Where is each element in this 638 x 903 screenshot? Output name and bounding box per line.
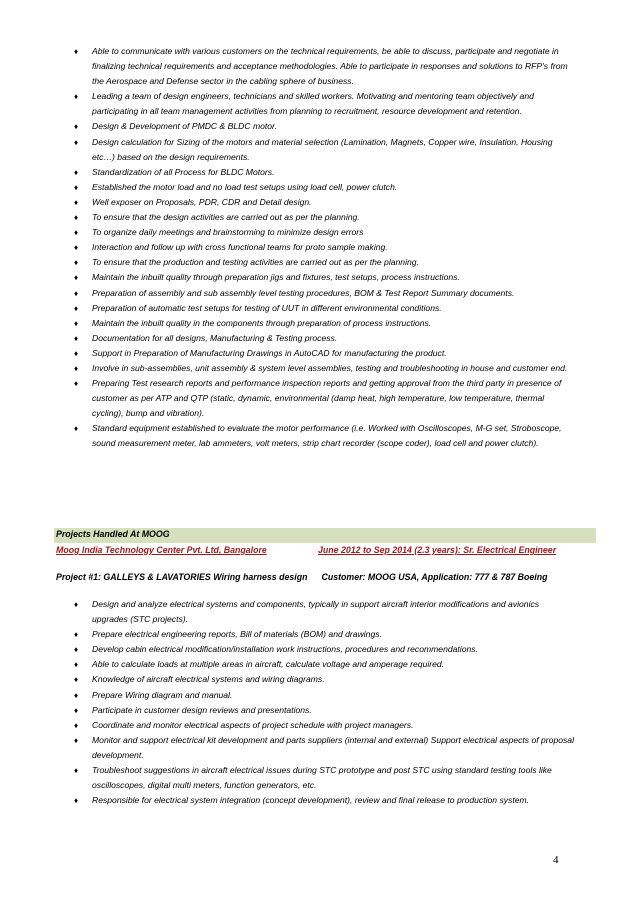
diamond-bullet-icon: ♦ bbox=[74, 197, 79, 207]
projects-header-text: Projects Handled At MOOG bbox=[56, 529, 170, 539]
bullet-text: Standardization of all Process for BLDC Motors. bbox=[92, 166, 275, 177]
bullet-item bbox=[0, 627, 638, 642]
diamond-bullet-icon: ♦ bbox=[74, 630, 79, 640]
bullet-text: Documentation for all designs, Manufacturing & Testing process. bbox=[92, 332, 338, 343]
bullet-item bbox=[0, 44, 638, 89]
bullet-item bbox=[0, 597, 638, 627]
bullet-text: Participate in customer design reviews and presentations. bbox=[92, 704, 312, 715]
diamond-bullet-icon: ♦ bbox=[74, 600, 79, 609]
bullet-item bbox=[0, 346, 638, 361]
bullet-item bbox=[0, 210, 638, 225]
bullet-item bbox=[0, 270, 638, 285]
diamond-bullet-icon: ♦ bbox=[74, 379, 79, 389]
diamond-bullet-icon: ♦ bbox=[74, 348, 79, 358]
diamond-bullet-icon: ♦ bbox=[74, 228, 79, 238]
diamond-bullet-icon: ♦ bbox=[74, 424, 79, 434]
diamond-bullet-icon: ♦ bbox=[74, 243, 79, 253]
bullet-text: Troubleshoot suggestions in aircraft electrical issues during STC prototype and post STC using standard testing tools like oscilloscopes, digital multi meters, function generators, etc. bbox=[92, 765, 552, 791]
bullet-text: Able to communicate with various customers on the technical requirements, be able to discuss, participate and negotiate in finalizing technical requirements and acceptance methodologies. Able to participate in responses and solutions to RFP's from the Aerospace and Defense sector in the cabling sphere of business. bbox=[92, 46, 568, 87]
bullet-item bbox=[0, 657, 638, 672]
diamond-bullet-icon: ♦ bbox=[74, 363, 79, 373]
diamond-bullet-icon: ♦ bbox=[74, 645, 79, 655]
bullet-item bbox=[0, 331, 638, 346]
bullet-text: To ensure that the design activities are carried out as per the planning. bbox=[92, 212, 360, 223]
bullet-item bbox=[0, 165, 638, 180]
bullet-item bbox=[0, 119, 638, 134]
employer-line bbox=[56, 545, 596, 559]
bullet-item bbox=[0, 361, 638, 376]
diamond-bullet-icon: ♦ bbox=[74, 735, 79, 745]
bullet-item bbox=[0, 733, 638, 763]
employer-dates-role: June 2012 to Sep 2014 (2.3 years): Sr. Electrical Engineer bbox=[318, 545, 557, 555]
bullet-item bbox=[0, 195, 638, 210]
bullet-item bbox=[0, 225, 638, 240]
diamond-bullet-icon: ♦ bbox=[74, 303, 79, 313]
bullet-text: Preparing Test research reports and performance inspection reports and getting approval from the third party in presence of customer as per ATP and QTP (static, dynamic, environmental (damp heat, high temperature, low temperature, thermal cycling), bump and vibration). bbox=[92, 378, 562, 419]
project-customer: Customer: MOOG USA, Application: 777 & 787 Boeing bbox=[321, 572, 548, 582]
diamond-bullet-icon: ♦ bbox=[74, 137, 79, 147]
bullet-text: Established the motor load and no load test setups using load cell, power clutch. bbox=[92, 181, 398, 192]
bullet-text: Design & Development of PMDC & BLDC motor. bbox=[92, 121, 277, 132]
bullet-text: Involve in sub-assemblies, unit assembly & system level assemblies, testing and troubleshooting in house and customer end. bbox=[92, 362, 568, 373]
diamond-bullet-icon: ♦ bbox=[74, 47, 79, 56]
diamond-bullet-icon: ♦ bbox=[74, 213, 79, 223]
diamond-bullet-icon: ♦ bbox=[74, 690, 79, 700]
diamond-bullet-icon: ♦ bbox=[74, 660, 79, 670]
bullet-text: Monitor and support electrical kit development and parts suppliers (internal and external) Support electrical aspects of proposal development. bbox=[92, 734, 574, 760]
bullet-text: Design and analyze electrical systems and components, typically in support aircraft interior modifications and avionics upgrades (STC projects). bbox=[92, 599, 540, 625]
diamond-bullet-icon: ♦ bbox=[74, 796, 79, 806]
project-title-line bbox=[56, 572, 547, 582]
bullet-item bbox=[0, 672, 638, 687]
diamond-bullet-icon: ♦ bbox=[74, 182, 79, 192]
bullet-item bbox=[0, 89, 638, 119]
bullet-item bbox=[0, 793, 638, 808]
bullet-text: Develop cabin electrical modification/installation work instructions, procedures and recommendations. bbox=[92, 644, 478, 655]
bullet-text: Able to calculate loads at multiple areas in aircraft, calculate voltage and amperage required. bbox=[92, 659, 445, 670]
bullet-item bbox=[0, 240, 638, 255]
bullet-text: Preparation of automatic test setups for testing of UUT in different environmental conditions. bbox=[92, 302, 442, 313]
bullet-text: Standard equipment established to evaluate the motor performance (i.e. Worked with Oscilloscopes, M-G set, Stroboscope, sound measurement meter, lab ammeters, volt meters, strip chart recorder (scope coder), load cell and power clutch). bbox=[92, 423, 562, 449]
diamond-bullet-icon: ♦ bbox=[74, 333, 79, 343]
bullet-item bbox=[0, 316, 638, 331]
diamond-bullet-icon: ♦ bbox=[74, 720, 79, 730]
diamond-bullet-icon: ♦ bbox=[74, 122, 79, 132]
project-responsibilities-list bbox=[0, 597, 638, 808]
bullet-text: Responsible for electrical system integration (concept development), review and final release to production system. bbox=[92, 795, 530, 806]
bullet-item bbox=[0, 286, 638, 301]
bullet-text: Knowledge of aircraft electrical systems and wiring diagrams. bbox=[92, 674, 325, 685]
diamond-bullet-icon: ♦ bbox=[74, 318, 79, 328]
bullet-item bbox=[0, 376, 638, 421]
bullet-text: Leading a team of design engineers, technicians and skilled workers. Motivating and mentoring team objectively and participating in all team management activities from planning to recruitment, resource development and retention. bbox=[92, 91, 534, 117]
diamond-bullet-icon: ♦ bbox=[74, 705, 79, 715]
diamond-bullet-icon: ♦ bbox=[74, 167, 79, 177]
bullet-text: Design calculation for Sizing of the motors and material selection (Lamination, Magnets, Copper wire, Insulation, Housing etc…) based on the design requirements. bbox=[92, 136, 553, 162]
bullet-item bbox=[0, 180, 638, 195]
diamond-bullet-icon: ♦ bbox=[74, 92, 79, 102]
bullet-text: Interaction and follow up with cross functional teams for proto sample making. bbox=[92, 242, 388, 253]
project-title: Project #1: GALLEYS & LAVATORIES Wiring harness design bbox=[56, 572, 308, 582]
bullet-item bbox=[0, 688, 638, 703]
bullet-text: To organize daily meetings and brainstorming to minimize design errors bbox=[92, 227, 364, 238]
diamond-bullet-icon: ♦ bbox=[74, 273, 79, 283]
bullet-item bbox=[0, 255, 638, 270]
bullet-text: To ensure that the production and testing activities are carried out as per the planning. bbox=[92, 257, 419, 268]
bullet-item bbox=[0, 703, 638, 718]
diamond-bullet-icon: ♦ bbox=[74, 258, 79, 268]
diamond-bullet-icon: ♦ bbox=[74, 766, 79, 776]
bullet-item bbox=[0, 135, 638, 165]
bullet-item bbox=[0, 718, 638, 733]
bullet-item bbox=[0, 301, 638, 316]
bullet-item bbox=[0, 642, 638, 657]
responsibilities-list bbox=[0, 44, 638, 452]
projects-section-header bbox=[54, 528, 596, 543]
bullet-text: Well exposer on Proposals, PDR, CDR and Detail design. bbox=[92, 196, 312, 207]
bullet-text: Prepare electrical engineering reports, Bill of materials (BOM) and drawings. bbox=[92, 629, 382, 640]
bullet-text: Preparation of assembly and sub assembly level testing procedures, BOM & Test Report Summary documents. bbox=[92, 287, 515, 298]
bullet-text: Maintain the inbuilt quality in the components through preparation of process instructions. bbox=[92, 317, 432, 328]
bullet-text: Maintain the inbuilt quality through preparation jigs and fixtures, test setups, process instructions. bbox=[92, 272, 460, 283]
bullet-text: Prepare Wiring diagram and manual. bbox=[92, 689, 233, 700]
diamond-bullet-icon: ♦ bbox=[74, 288, 79, 298]
employer-company: Moog India Technology Center Pvt. Ltd, Bangalore bbox=[56, 545, 267, 555]
page-number: 4 bbox=[553, 854, 559, 866]
bullet-text: Support in Preparation of Manufacturing Drawings in AutoCAD for manufacturing the product. bbox=[92, 347, 447, 358]
bullet-text: Coordinate and monitor electrical aspects of project schedule with project managers. bbox=[92, 719, 414, 730]
diamond-bullet-icon: ♦ bbox=[74, 675, 79, 685]
bullet-item bbox=[0, 763, 638, 793]
bullet-item bbox=[0, 421, 638, 451]
